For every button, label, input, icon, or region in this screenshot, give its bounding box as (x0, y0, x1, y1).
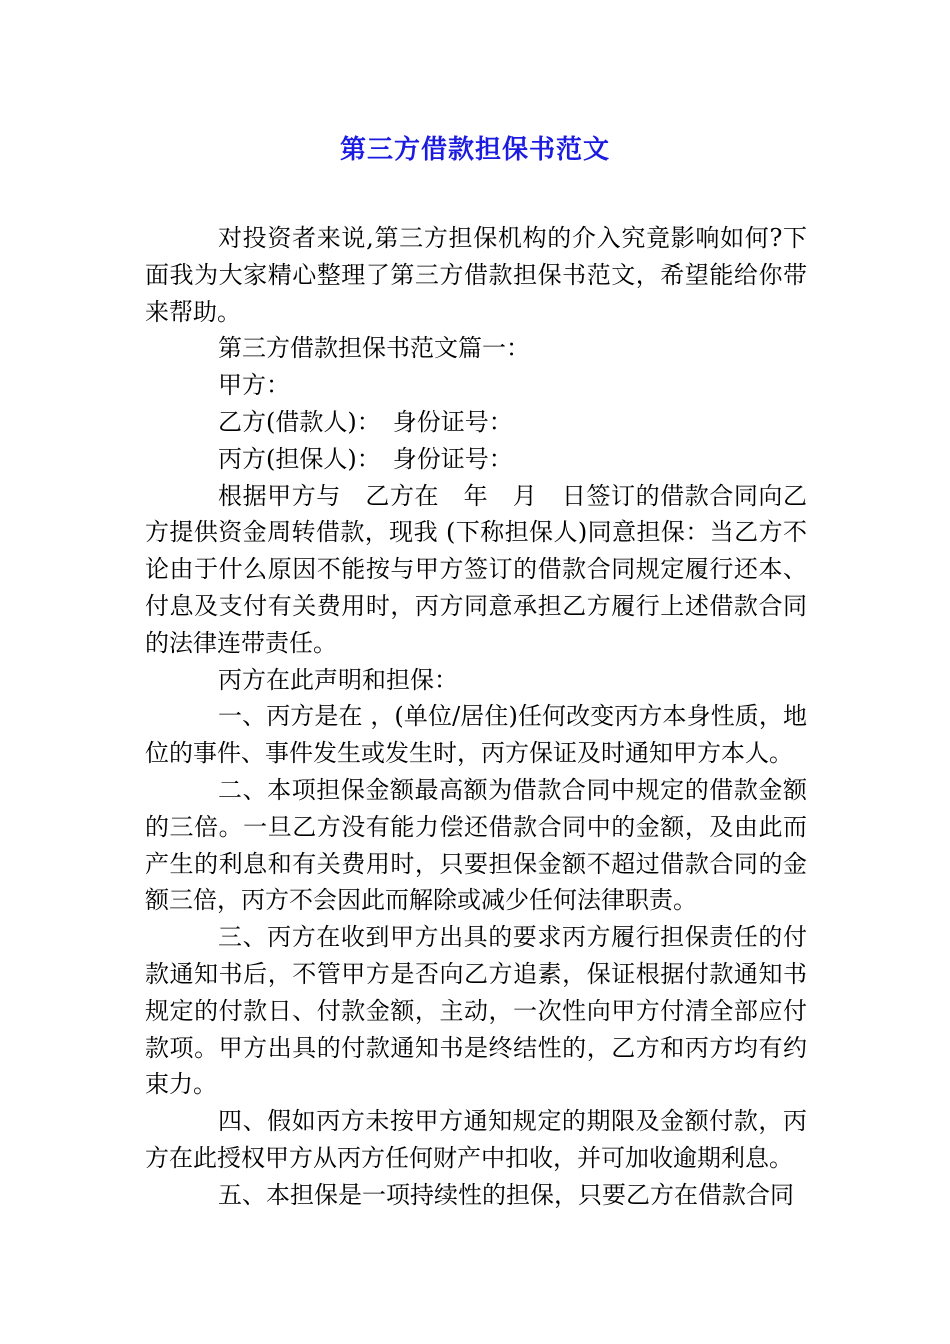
paragraph-party-a: 甲方： (218, 371, 290, 400)
paragraph-intro: 对投资者来说,第三方担保机构的介入究竟影响如何?下面我为大家精心整理了第三方借款担保书范文，希望能给你带来帮助。 (145, 224, 807, 326)
paragraph-clause-2: 二、本项担保金额最高额为借款合同中规定的借款金额的三倍。一旦乙方没有能力偿还借款合同中的金额，及由此而产生的利息和有关费用时，只要担保金额不超过借款合同的金额三倍，丙方不会因此而解除或减少任何法律职责。 (145, 775, 807, 915)
paragraph-declaration: 丙方在此声明和担保： (218, 665, 458, 694)
paragraph-section-heading: 第三方借款担保书范文篇一： (218, 334, 530, 363)
paragraph-agreement: 根据甲方与 乙方在 年 月 日签订的借款合同向乙方提供资金周转借款，现我 (下称担保人)同意担保：当乙方不论由于什么原因不能按与甲方签订的借款合同规定履行还本、付息及支付有关费用时，丙方同意承担乙方履行上述借款合同的法律连带责任。 (145, 481, 807, 657)
document-body (145, 220, 807, 1214)
paragraph-clause-4: 四、假如丙方未按甲方通知规定的期限及金额付款，丙方在此授权甲方从丙方任何财产中扣收，并可加收逾期利息。 (145, 1107, 807, 1172)
document-title: 第三方借款担保书范文 (339, 135, 610, 165)
paragraph-clause-1: 一、丙方是在 ，(单位/居住)任何改变丙方本身性质，地位的事件、事件发生或发生时，丙方保证及时通知甲方本人。 (145, 702, 807, 768)
paragraph-party-b: 乙方(借款人)： 身份证号： (218, 407, 513, 436)
paragraph-party-c: 丙方(担保人)： 身份证号： (218, 444, 513, 473)
paragraph-clause-3: 三、丙方在收到甲方出具的要求丙方履行担保责任的付款通知书后，不管甲方是否向乙方追素，保证根据付款通知书规定的付款日、付款金额，主动，一次性向甲方付清全部应付款项。甲方出具的付款通知书是终结性的，乙方和丙方均有约束力。 (145, 923, 807, 1099)
paragraph-clause-5: 五、本担保是一项持续性的担保，只要乙方在借款合同 (218, 1180, 794, 1209)
